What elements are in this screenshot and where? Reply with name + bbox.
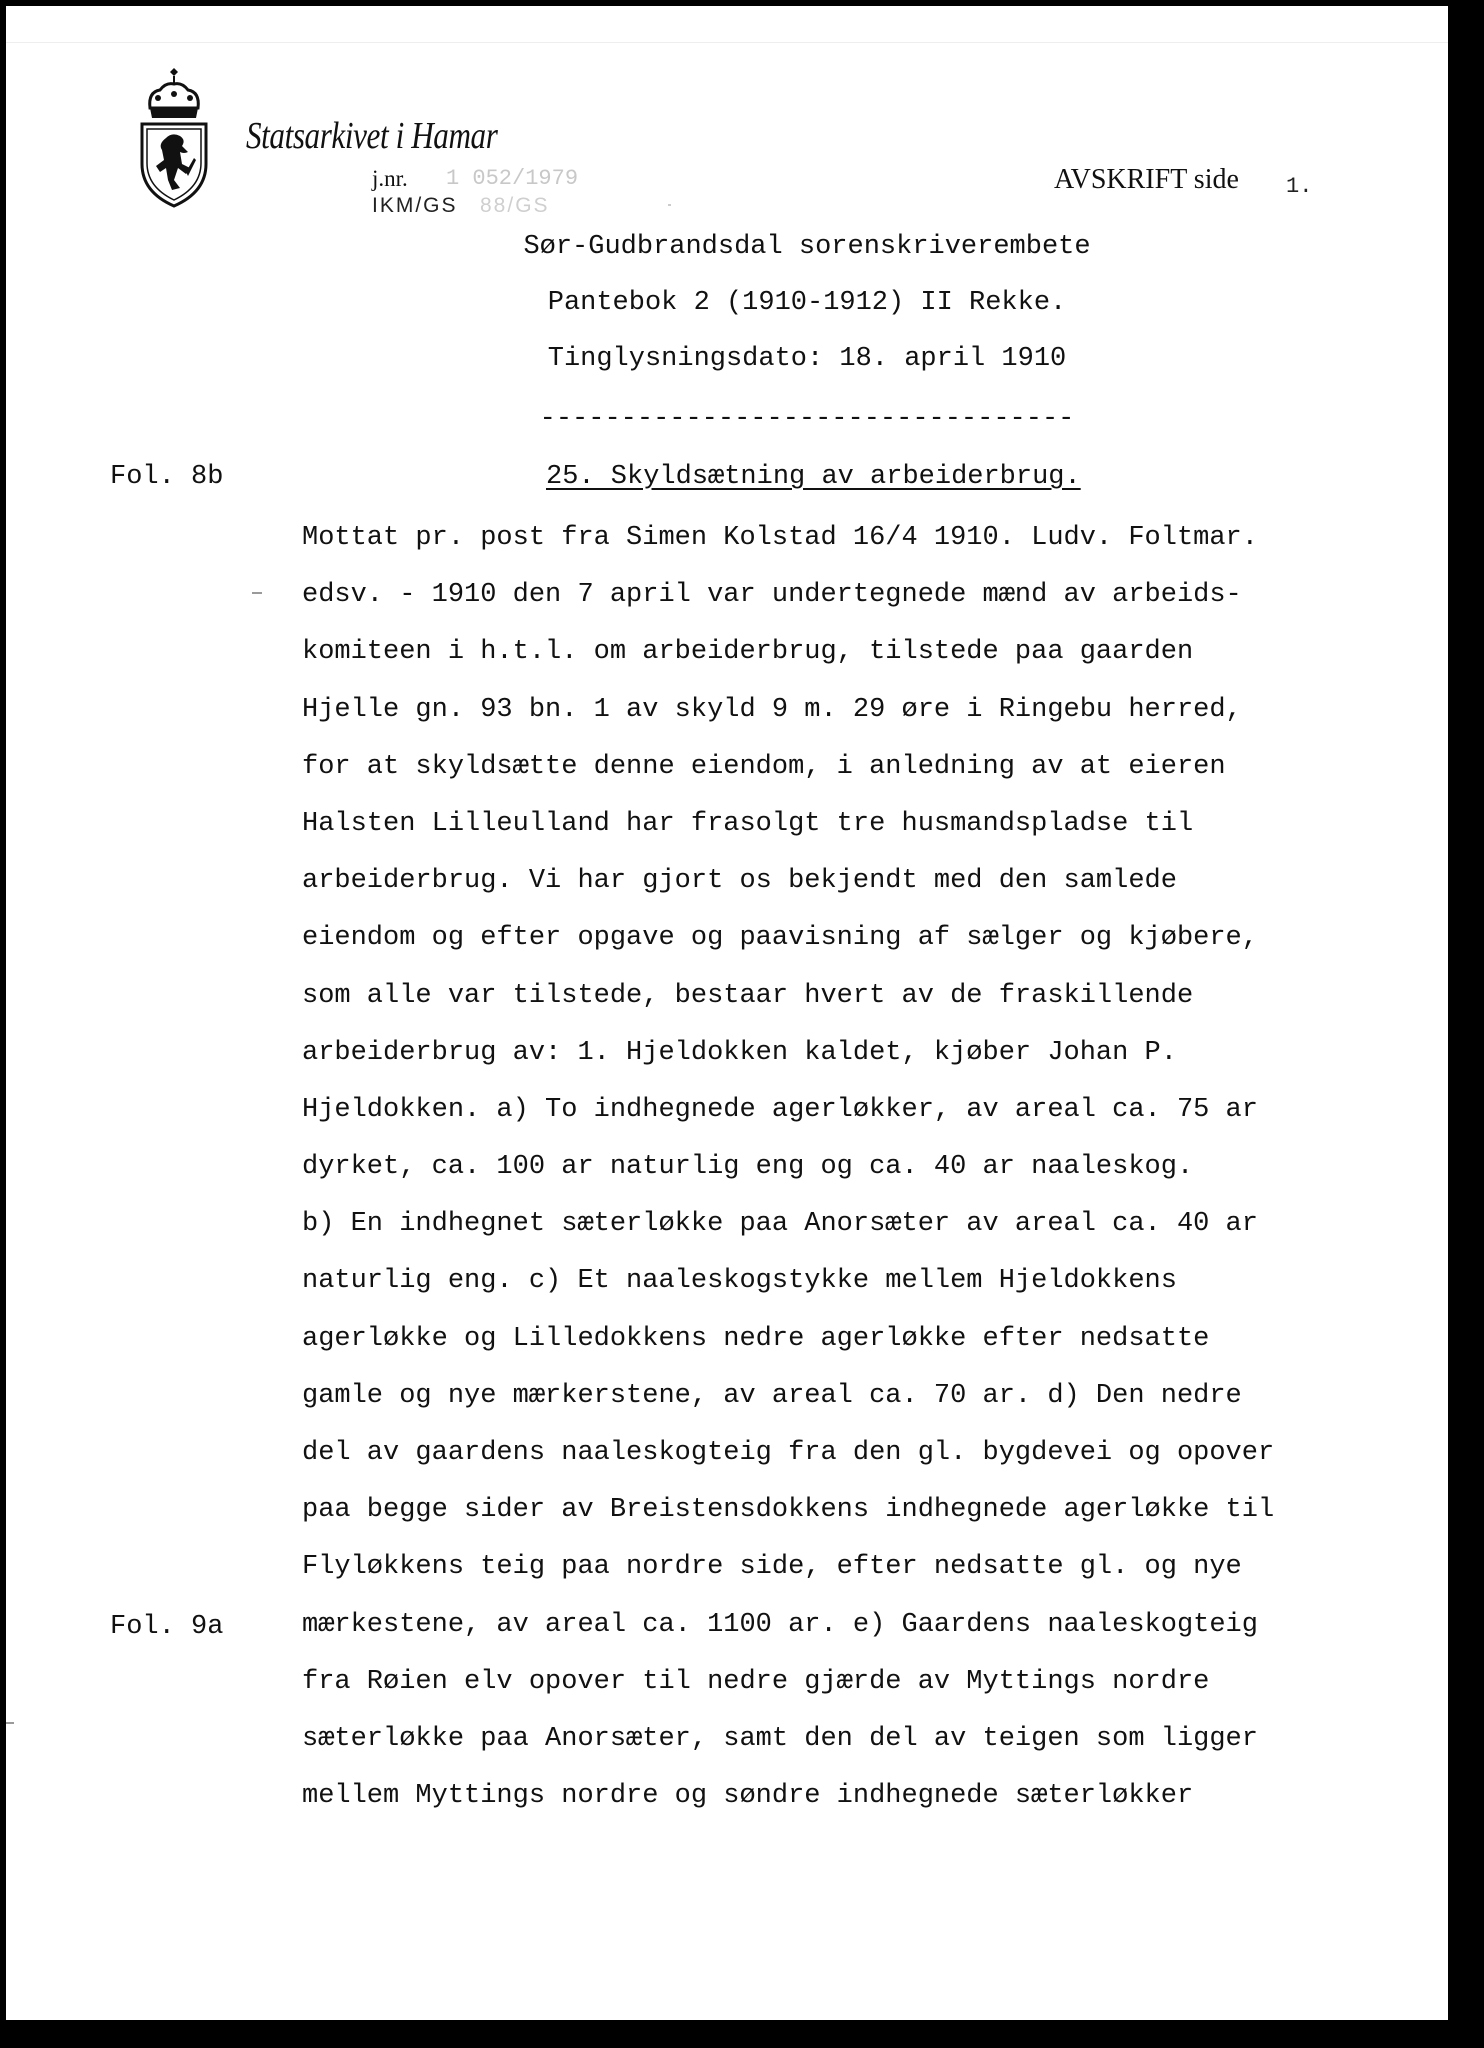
text-line: Flyløkkens teig paa nordre side, efter nedsatte gl. og nye [302,1552,1242,1583]
text-line: arbeiderbrug av: 1. Hjeldokken kaldet, kjøber Johan P. [302,1037,1177,1068]
archive-name: Statsarkivet i Hamar [246,115,498,157]
text-line: naturlig eng. c) Et naaleskogstykke mellem Hjeldokkens [302,1266,1177,1297]
text-line: Mottat pr. post fra Simen Kolstad 16/4 1910. Ludv. Foltmar. [302,523,1258,553]
initials-stamp: 88/GS [480,194,550,217]
journal-number-label: j.nr. [372,166,408,191]
scan-speck [252,592,262,594]
norwegian-coat-of-arms-icon [136,68,212,208]
entry-heading: 25. Skyldsætning av arbeiderbrug. [546,462,1081,492]
text-line: dyrket, ca. 100 ar naturlig eng og ca. 40 ar naaleskog. [302,1152,1194,1183]
text-line: Halsten Lilleulland har frasolgt tre husmandspladse til [302,808,1194,839]
text-line: del av gaardens naaleskogteig fra den gl. bygdevei og opover [302,1438,1275,1468]
folio-note: Fol. 8b [110,462,224,492]
text-line: fra Røien elv opover til nedre gjærde av Myttings nordre [302,1666,1210,1697]
scan-noise-line [6,42,1448,43]
office-title: Sør-Gudbrandsdal sorenskriverembete [523,232,1091,262]
text-line: Hjeldokken. a) To indhegnede agerløkker, av areal ca. 75 ar [302,1094,1258,1125]
initials: IKM/GS [372,194,458,217]
text-line: sæterløkke paa Anorsæter, samt den del av teigen som ligger [302,1723,1258,1754]
document-page [6,6,1448,2020]
journal-number-stamp: 1 052/1979 [446,166,579,191]
avskrift-label: AVSKRIFT side [1054,164,1239,195]
text-line: agerløkke og Lilledokkens nedre agerløkke efter nedsatte [302,1323,1210,1354]
separator-rule: --------------------------------- [539,404,1075,434]
registration-date: Tinglysningsdato: 18. april 1910 [547,344,1067,374]
folio-note: Fol. 9a [110,1612,224,1642]
text-line: b) En indhegnet sæterløkke paa Anorsæter av areal ca. 40 ar [302,1209,1258,1240]
text-line: gamle og nye mærkerstene, av areal ca. 70 ar. d) Den nedre [302,1380,1242,1411]
text-line: eiendom og efter opgave og paavisning af sælger og kjøbere, [302,923,1258,954]
text-line: paa begge sider av Breistensdokkens indhegnede agerløkke til [302,1495,1275,1526]
text-line: arbeiderbrug. Vi har gjort os bekjendt med den samlede [302,866,1177,897]
scan-speck [6,1722,14,1724]
text-line: edsv. - 1910 den 7 april var undertegnede mænd av arbeids- [302,580,1242,611]
scan-speck [668,204,671,206]
transcript-body [302,518,1274,1833]
text-line: for at skyldsætte denne eiendom, i anledning av at eieren [302,751,1226,782]
text-line: mærkestene, av areal ca. 1100 ar. e) Gaardens naaleskogteig [302,1609,1258,1640]
text-line: komiteen i h.t.l. om arbeiderbrug, tilstede paa gaarden [302,637,1194,668]
text-line: mellem Myttings nordre og søndre indhegnede sæterløkker [302,1781,1194,1812]
book-title: Pantebok 2 (1910-1912) II Rekke. [547,288,1067,318]
text-line: som alle var tilstede, bestaar hvert av de fraskillende [302,980,1194,1011]
page-number: 1. [1286,174,1313,199]
text-line: Hjelle gn. 93 bn. 1 av skyld 9 m. 29 øre i Ringebu herred, [302,694,1242,725]
